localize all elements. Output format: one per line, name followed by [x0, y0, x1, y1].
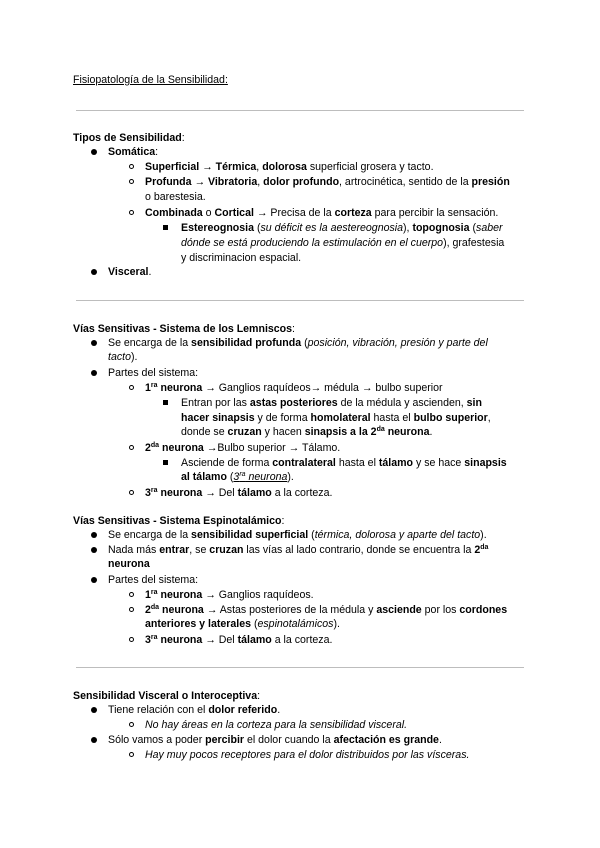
list-item-no-hay: No hay áreas en la corteza para la sensibilidad visceral. [145, 719, 408, 731]
list-item-superficial: Superficial → Térmica, dolorosa superficial grosera y tacto. [145, 161, 434, 173]
square-bullet-icon [163, 460, 168, 465]
list-item-partes: Partes del sistema: [108, 367, 199, 379]
circle-bullet-icon [129, 179, 134, 184]
circle-bullet-icon [129, 607, 134, 612]
list-item-nada-mas: Nada más entrar, se cruzan las vías al lado contrario, donde se encuentra la $2^{da}$ [108, 544, 489, 556]
list-item-neurona-2-cont: anteriores y laterales (espinotalámicos). [145, 618, 340, 630]
list-item-encarga-profunda: Se encarga de la sensibilidad profunda (posición, vibración, presión y parte del [108, 337, 488, 349]
circle-bullet-icon [129, 752, 134, 757]
bullet-icon [91, 532, 97, 538]
list-item-neurona-1: $1^{ra}$ neurona → Ganglios raquídeos. [145, 589, 314, 601]
bullet-icon [91, 547, 97, 553]
bullet-icon [91, 269, 97, 275]
list-item-neurona-3: $3^{ra}$ neurona → Del tálamo a la corteza. [145, 487, 333, 499]
list-item-combinada: Combinada o Cortical → Precisa de la corteza para percibir la sensación. [145, 207, 499, 219]
bullet-icon [91, 577, 97, 583]
list-item-somatica: Somática: [108, 146, 159, 158]
bullet-icon [91, 737, 97, 743]
bullet-icon [91, 370, 97, 376]
list-item-neurona-3: $3^{ra}$ neurona → Del tálamo a la corteza. [145, 634, 333, 646]
bullet-icon [91, 340, 97, 346]
circle-bullet-icon [129, 637, 134, 642]
circle-bullet-icon [129, 722, 134, 727]
list-item-neurona-1: $1^{ra}$ neurona → Ganglios raquídeos→ médula → bulbo superior [145, 382, 443, 394]
circle-bullet-icon [129, 592, 134, 597]
list-item-estereognosia-cont: dónde se está produciendo la estimulación en el cuerpo), grafestesia [181, 237, 505, 249]
list-item-nada-mas-cont: neurona [108, 558, 150, 570]
list-item-solo: Sólo vamos a poder percibir el dolor cuando la afectación es grande. [108, 734, 442, 746]
circle-bullet-icon [129, 210, 134, 215]
section-heading-tipos: Tipos de Sensibilidad: [73, 132, 185, 144]
list-item-profunda-cont: o barestesia. [145, 191, 206, 203]
list-item-entran-cont2: donde se cruzan y hacen sinapsis a la $2^{da}$ neurona. [181, 426, 433, 438]
list-item-entran: Entran por las astas posteriores de la médula y ascienden, sin [181, 397, 482, 409]
list-item-entran-cont: hacer sinapsis y de forma homolateral hasta el bulbo superior, [181, 412, 491, 424]
section-heading-visceral: Sensibilidad Visceral o Interoceptiva: [73, 690, 261, 702]
square-bullet-icon [163, 225, 168, 230]
section-heading-espinotalamico: Vías Sensitivas - Sistema Espinotalámico: [73, 515, 285, 527]
section-heading-lemniscos: Vías Sensitivas - Sistema de los Lemniscos: [73, 323, 295, 335]
list-item-estereognosia-cont2: y discriminacion espacial. [181, 252, 302, 264]
list-item-estereognosia: Estereognosia (su déficit es la aestereognosia), topognosia (saber [181, 222, 503, 234]
list-item-asciende-cont: al tálamo ($3^{ra}$ neurona). [181, 471, 294, 483]
bullet-icon [91, 707, 97, 713]
circle-bullet-icon [129, 445, 134, 450]
divider [76, 300, 524, 301]
divider [76, 110, 524, 111]
divider [76, 667, 524, 668]
list-item-profunda: Profunda → Vibratoria, dolor profundo, artrocinética, sentido de la presión [145, 176, 510, 188]
list-item-hay-muy: Hay muy pocos receptores para el dolor distribuidos por las vísceras. [145, 749, 470, 761]
list-item-neurona-2: $2^{da}$ neurona → Astas posteriores de la médula y asciende por los cordones [145, 604, 508, 616]
list-item-neurona-2: $2^{da}$ neurona →Bulbo superior → Tálamo. [145, 442, 341, 454]
list-item-asciende: Asciende de forma contralateral hasta el tálamo y se hace sinapsis [181, 457, 507, 469]
document-title: Fisiopatología de la Sensibilidad: [73, 74, 228, 86]
list-item-visceral: Visceral. [108, 266, 152, 278]
list-item-encarga-superficial: Se encarga de la sensibilidad superficial (térmica, dolorosa y aparte del tacto). [108, 529, 487, 541]
circle-bullet-icon [129, 385, 134, 390]
list-item-encarga-profunda-cont: tacto). [108, 351, 138, 363]
circle-bullet-icon [129, 164, 134, 169]
circle-bullet-icon [129, 490, 134, 495]
square-bullet-icon [163, 400, 168, 405]
list-item-tiene: Tiene relación con el dolor referido. [108, 704, 281, 716]
list-item-partes: Partes del sistema: [108, 574, 199, 586]
bullet-icon [91, 149, 97, 155]
